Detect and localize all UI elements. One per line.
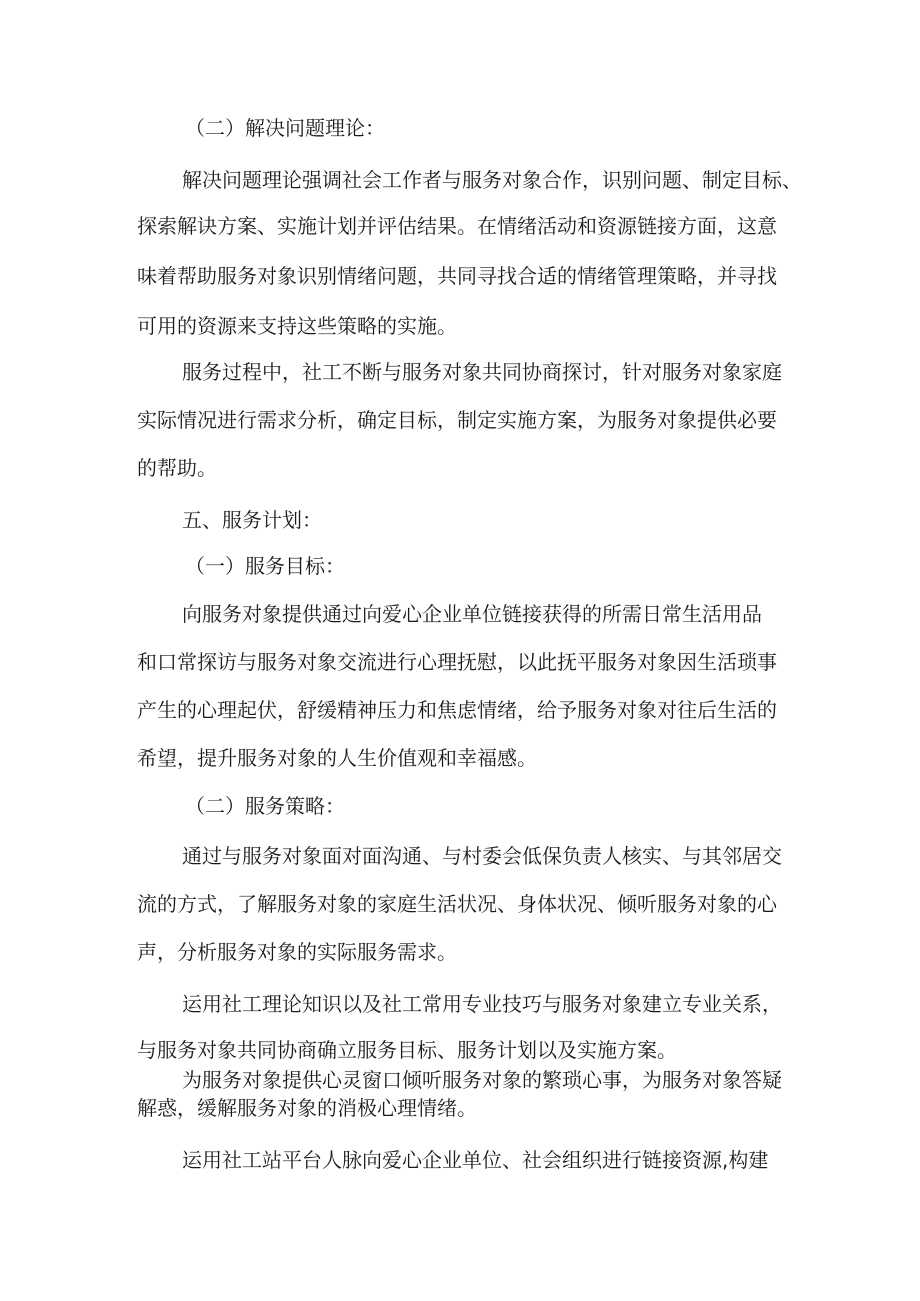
paragraph-line: 可用的资源来支持这些策略的实施。 xyxy=(137,314,457,338)
heading-service-goal: （一）服务目标： xyxy=(185,554,345,578)
paragraph-line: 的帮助。 xyxy=(137,456,217,480)
paragraph-line: 与服务对象共同协商确立服务目标、服务计划以及实施方案。 xyxy=(137,1038,677,1062)
paragraph-line: 服务过程中，社工不断与服务对象共同协商探讨，针对服务对象家庭 xyxy=(182,360,782,384)
paragraph-line: 为服务对象提供心灵窗口倾听服务对象的繁琐心事，为服务对象答疑 xyxy=(182,1068,782,1092)
paragraph-line: 实际情况进行需求分析，确定目标，制定实施方案，为服务对象提供必要 xyxy=(137,408,777,432)
heading-problem-solving-theory: （二）解决问题理论： xyxy=(185,116,385,140)
paragraph-line: 和口常探访与服务对象交流进行心理抚慰，以此抚平服务对象因生活琐事 xyxy=(137,650,777,674)
paragraph-line: 向服务对象提供通过向爱心企业单位链接获得的所需日常生活用品 xyxy=(182,602,762,626)
paragraph-line: 解决问题理论强调社会工作者与服务对象合作，识别问题、制定目标、 xyxy=(182,168,802,192)
paragraph-line: 通过与服务对象面对面沟通、与村委会低保负责人核实、与其邻居交 xyxy=(182,844,782,868)
paragraph-line: 解惑，缓解服务对象的消极心理情绪。 xyxy=(137,1096,477,1120)
paragraph-line: 流的方式，了解服务对象的家庭生活状况、身体状况、倾听服务对象的心 xyxy=(137,892,777,916)
paragraph-line: 运用社工理论知识以及社工常用专业技巧与服务对象建立专业关系， xyxy=(182,992,782,1016)
heading-service-plan: 五、服务计划： xyxy=(182,508,322,532)
paragraph-line: 希望，提升服务对象的人生价值观和幸福感。 xyxy=(137,746,537,770)
paragraph-line: 探索解诀方案、实施计划并评估结果。在情绪活动和资源链接方面，这意 xyxy=(137,214,777,238)
heading-service-strategy: （二）服务策略： xyxy=(185,794,345,818)
paragraph-line: 产生的心理起伏，舒缓精神压力和焦虑情绪，给予服务对象对往后生活的 xyxy=(137,698,777,722)
paragraph-line: 味着帮助服务对象识别情绪问题，共同寻找合适的情绪管理策略，并寻找 xyxy=(137,264,777,288)
paragraph-line: 声，分析服务对象的实际服务需求。 xyxy=(137,940,457,964)
paragraph-line: 运用社工站平台人脉向爱心企业单位、社会组织进行链接资源,构建 xyxy=(182,1148,769,1172)
